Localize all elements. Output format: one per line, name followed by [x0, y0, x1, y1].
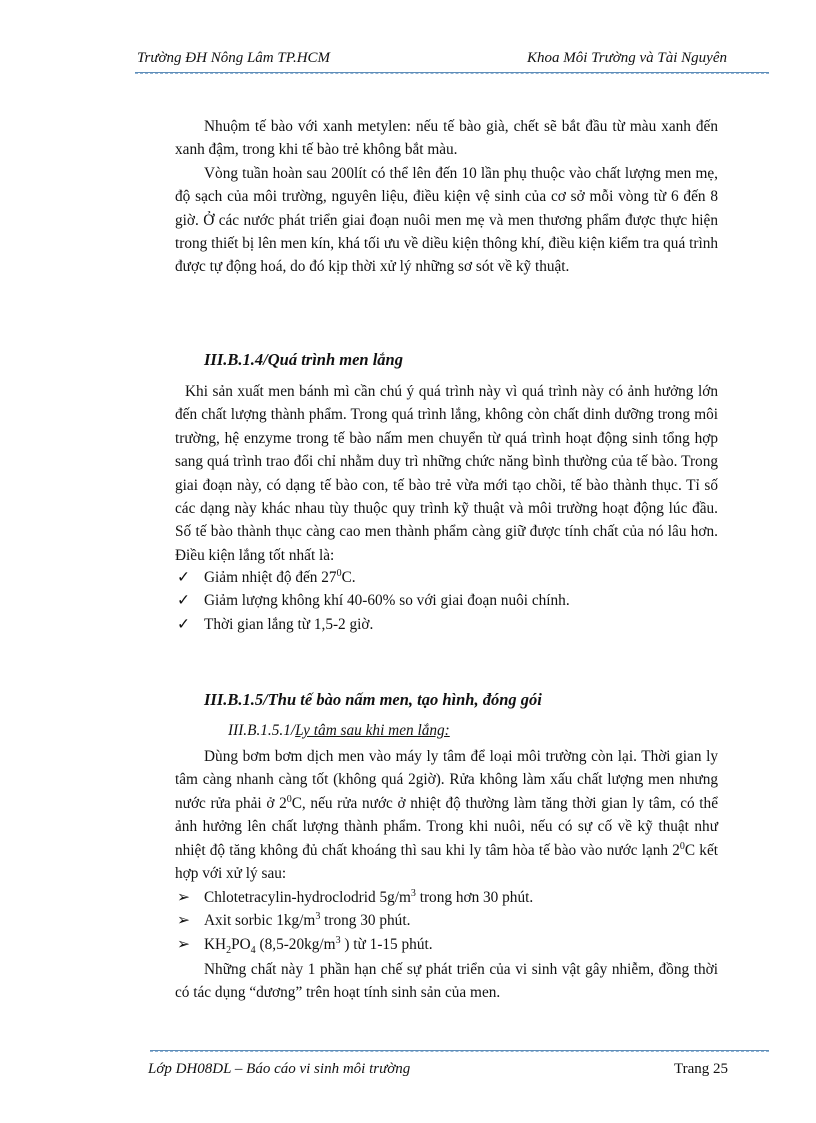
subheading-centrifuge: III.B.1.5.1/Ly tâm sau khi men lắng: [228, 722, 450, 739]
page-header [137, 46, 727, 70]
list-item: ✓ Giảm nhiệt độ đến $27^0C$. [177, 566, 737, 589]
paragraph-settling: Khi sản xuất men bánh mì cần chú ý quá trình này vì quá trình này có ảnh hưởng lớn đến chất lượng thành phẩm. Trong quá trình lắng, không còn chất dinh dưỡng trong môi trường, hệ enzyme trong tế bào nấm men chuyển từ quá trình hoạt động sinh tổng hợp sang quá trình trao đổi chỉ nhằm duy trì những chức năng bình thường của tế bào. Trong giai đoạn này, có dạng tế bào con, tế bào trẻ vừa mới tạo chồi, tế bào thành thục. Tỉ số các dạng này khác nhau tùy thuộc quy trình kỹ thuật và môi trường hoạt động lúc đầu. Số tế bào thành thục càng cao men thành phẩm càng giữ được tính chất của nó lâu hơn. Điều kiện lắng tốt nhất là: [175, 383, 718, 564]
paragraph-conclusion: Những chất này 1 phần hạn chế sự phát triển của vi sinh vật gây nhiễm, đồng thời có tác dụng “dương” trên hoạt tính sinh sản của men. [175, 961, 718, 1002]
footer-class: Lớp DH08DL – Báo cáo vi sinh môi trường [148, 1061, 411, 1077]
list-item: ➢ Chlotetracylin-hydroclodrid $5g/m^3$ trong hơn 30 phút. [177, 886, 737, 909]
arrow-bullet-icon: ➢ [177, 912, 190, 930]
arrow-bullet-icon: ➢ [177, 889, 190, 906]
section-staining [175, 115, 718, 279]
page-footer [148, 1057, 728, 1081]
header-divider [135, 72, 769, 74]
checkmark-icon: ✓ [177, 592, 190, 610]
section-conclusion [175, 958, 718, 1005]
checkmark-icon: ✓ [177, 569, 190, 586]
heading-harvest: III.B.1.5/Thu tế bào nấm men, tạo hình, đóng gói [204, 690, 542, 709]
paragraph-cycle: Vòng tuần hoàn sau 200lít có thể lên đến 10 lần phụ thuộc vào chất lượng men mẹ, độ sạch của môi trường, nguyên liệu, điều kiện vệ sinh của cơ sở mỗi vòng từ 6 đến 8 giờ. Ở các nước phát triển giai đoạn nuôi men mẹ và men thương phẩm được thực hiện trong thiết bị lên men kín, khá tối ưu về diều kiện thông khí, điều kiện kiểm tra quá trình được tự động hoá, do đó kịp thời xử lý những sơ sót về kỹ thuật. [175, 164, 718, 276]
list-item: ➢ Axit sorbic $1kg/m^3$ trong 30 phút. [177, 909, 737, 932]
list-item: ➢ $KH_2PO_4$ ($8,5-20kg/m^3$ ) từ 1-15 phút. [177, 934, 433, 956]
settling-conditions-list [177, 566, 737, 636]
section-settling [175, 380, 718, 567]
paragraph-centrifuge: Dùng bơm bơm dịch men vào máy ly tâm để loại môi trường còn lại. Thời gian ly tâm càng nhanh càng tốt (không quá 2giờ). Rửa không làm xấu chất lượng men nhưng nước rửa phải ở $2^0C$, nếu rửa nước ở nhiệt độ thường làm tăng thời gian ly tâm, có thể ảnh hưởng lên chất lượng thành phẩm. Trong khi nuôi, nếu có sự cố về kỹ thuật như nhiệt độ tăng không đủ chất khoáng thì sau khi ly tâm hòa tế bào vào nước lạnh $2^0C$ kết hợp với xử lý sau: [175, 748, 718, 883]
section-centrifuge [175, 745, 718, 885]
checkmark-icon: ✓ [177, 615, 190, 633]
paragraph-staining: Nhuộm tế bào với xanh metylen: nếu tế bào già, chết sẽ bắt đầu từ màu xanh đến xanh đậm, trong khi tế bào trẻ không bắt màu. [175, 118, 718, 159]
arrow-bullet-icon: ➢ [177, 935, 190, 953]
list-item: ✓ Giảm lượng không khí 40-60% so với giai đoạn nuôi chính. [177, 589, 737, 612]
heading-settling: III.B.1.4/Quá trình men lắng [204, 350, 403, 369]
treatment-list [177, 886, 737, 956]
footer-divider [150, 1050, 769, 1052]
header-university: Trường ĐH Nông Lâm TP.HCM [137, 50, 331, 66]
header-faculty: Khoa Môi Trường và Tài Nguyên [527, 50, 727, 66]
list-item: ✓ Thời gian lắng từ 1,5-2 giờ. [177, 613, 737, 636]
page-number: Trang 25 [673, 1061, 728, 1077]
